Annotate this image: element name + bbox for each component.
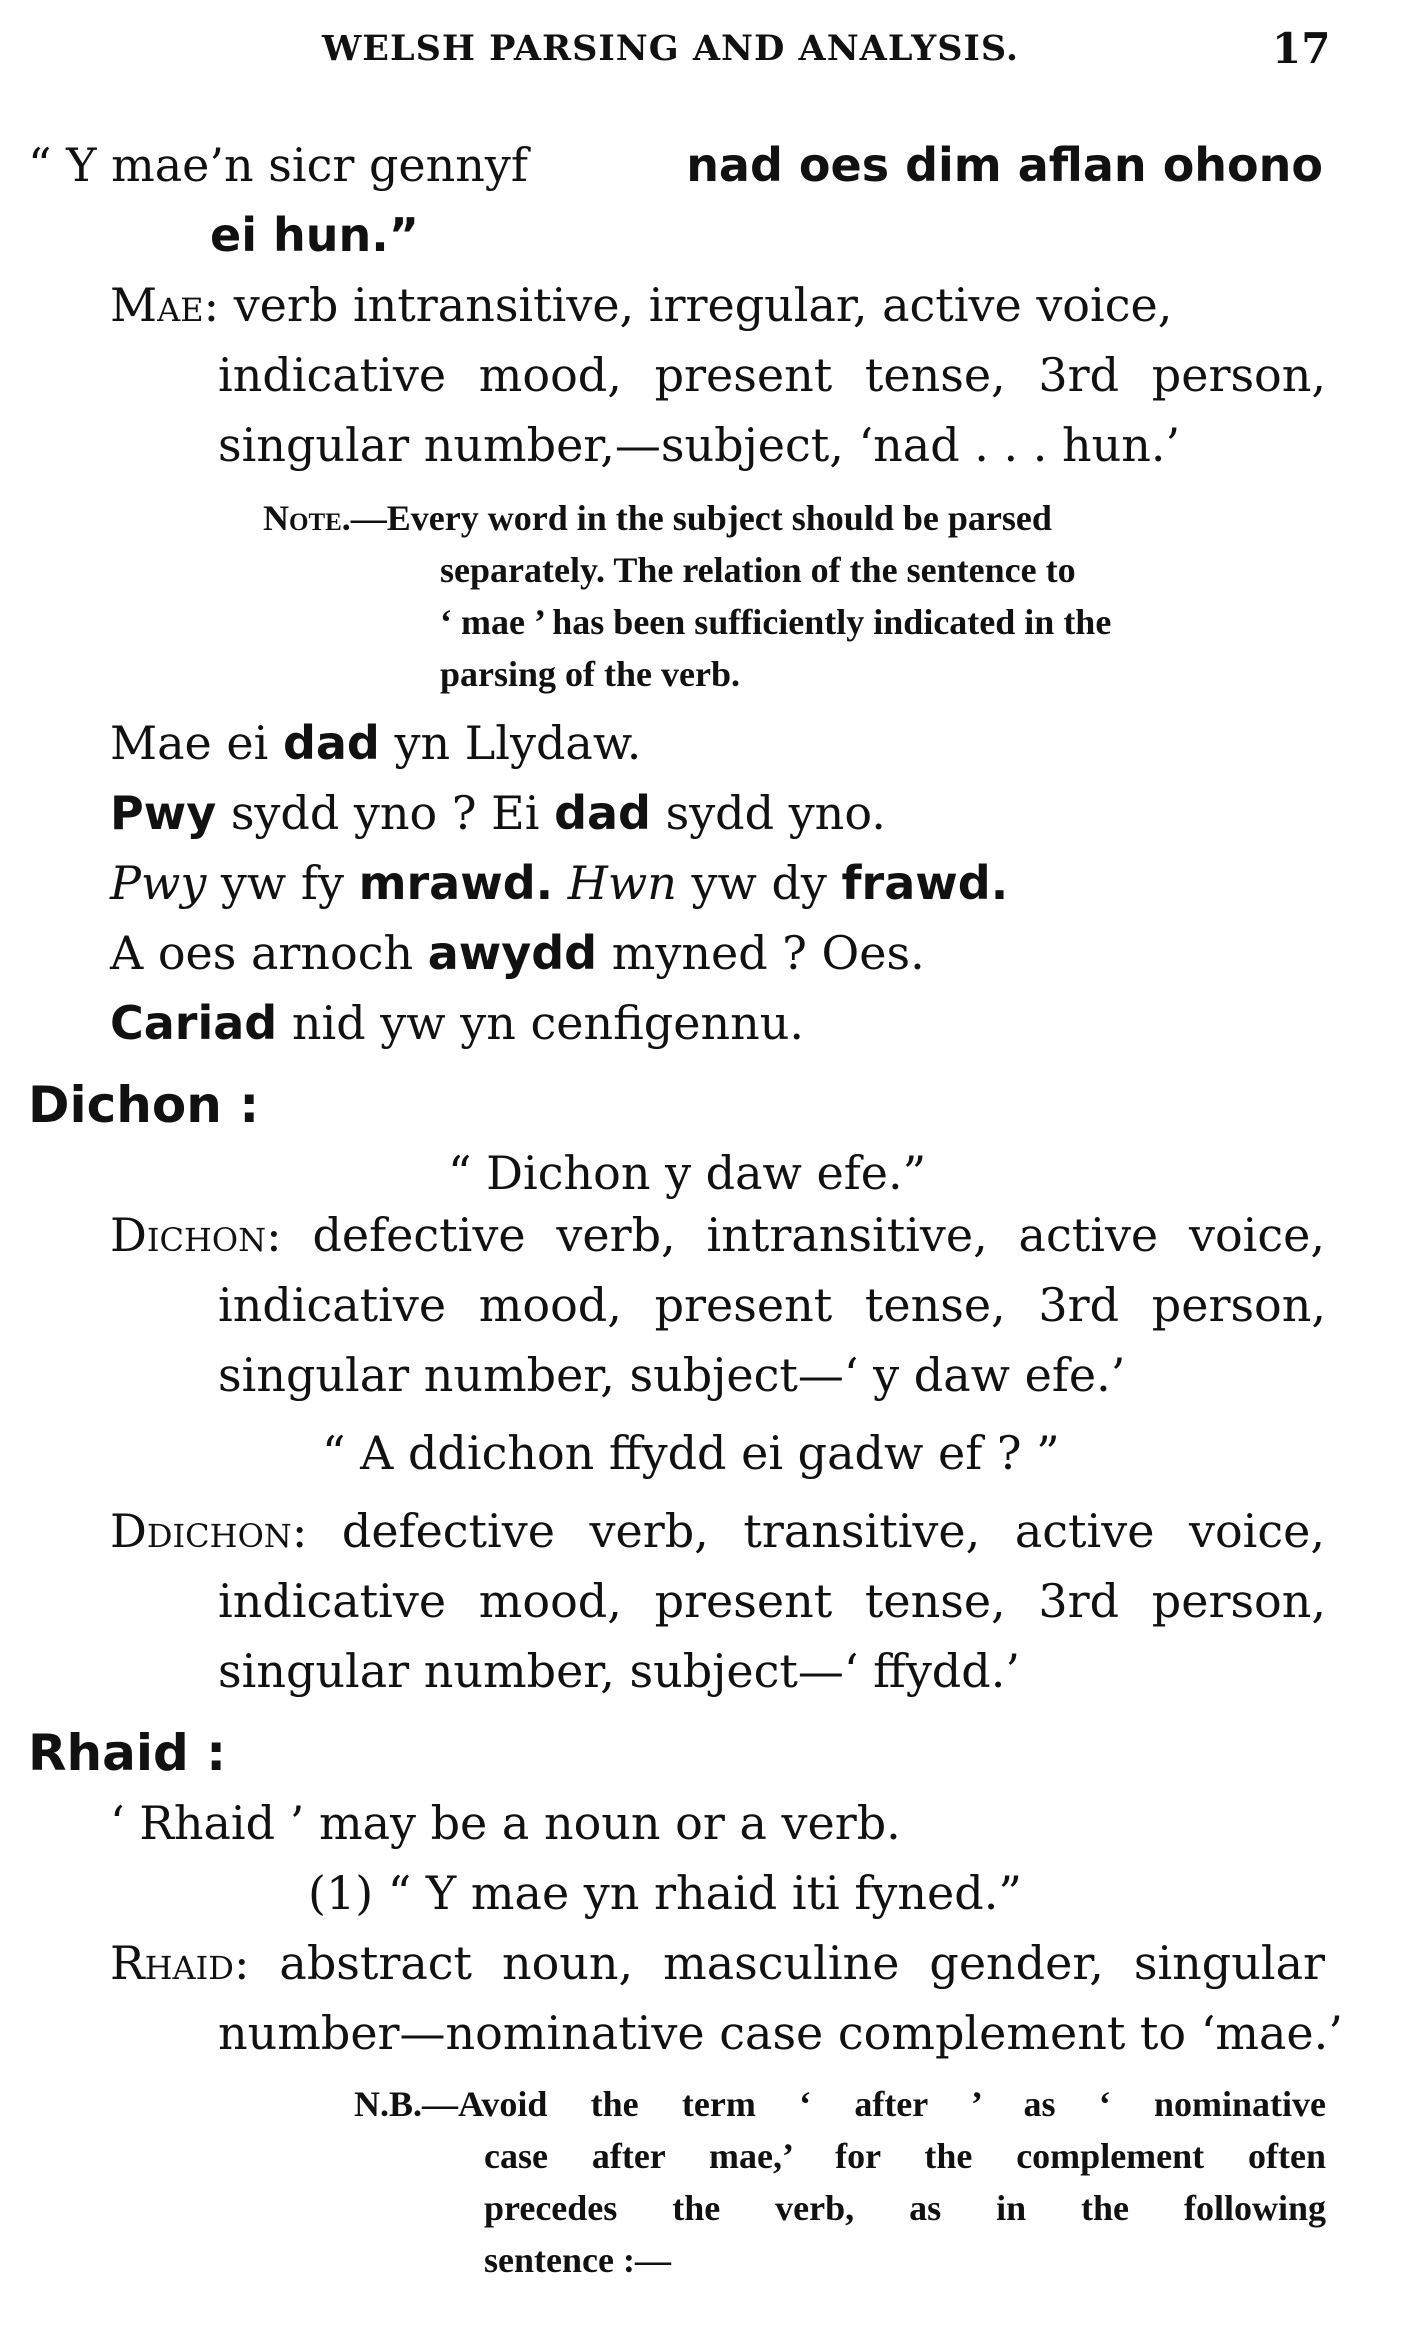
parse-line: singular number, subject—‘ ffydd.’ [218,1644,1020,1698]
note-line: ‘ mae ’ has been sufficiently indicated in the [440,602,1112,642]
nb-line: precedes the verb, as in the following [484,2188,1326,2228]
parse-line: indicative mood, present tense, 3rd person, [218,1574,1326,1628]
parse-head-word: Dichon [110,1208,267,1262]
quote-line: (1) “ Y mae yn rhaid iti fyned.” [308,1866,1022,1920]
parse-line: singular number,—subject, ‘nad . . . hun.’ [218,418,1181,472]
quote-line: “ A ddichon ffydd ei gadw ef ? ” [322,1426,1060,1480]
parse-line: singular number, subject—‘ y daw efe.’ [218,1348,1126,1402]
note-line: separately. The relation of the sentence to [440,550,1076,590]
note-line [263,500,1052,536]
parse-line [110,1936,1325,1990]
parse-head-word: Mae [110,278,204,332]
quote-line-1 [28,138,1323,192]
parse-line: number—nominative case complement to ‘mae.’ [218,2006,1343,2060]
running-header: WELSH PARSING AND ANALYSIS. [322,28,1020,69]
note-line: parsing of the verb. [440,654,740,694]
example-line: Mae ei dad yn Llydaw. [110,716,642,770]
example-line: Cariad nid yw yn cenfigennu. [110,996,804,1050]
parse-head-word: Ddichon [110,1504,292,1558]
section-heading-dichon: Dichon : [28,1076,260,1134]
quote-line-2: ei hun.” [210,208,419,262]
parse-text: : abstract noun, masculine gender, singular [233,1936,1325,1990]
parse-line: indicative mood, present tense, 3rd person, [218,1278,1326,1332]
example-line: Pwy sydd yno ? Ei dad sydd yno. [110,786,886,840]
parse-text: : defective verb, transitive, active voice, [291,1504,1325,1558]
parse-line [110,278,1325,332]
example-line: A oes arnoch awydd myned ? Oes. [110,926,925,980]
note-text: —Every word in the subject should be parsed [350,498,1052,538]
parse-head-word: Rhaid [110,1936,234,1990]
section-heading-rhaid: Rhaid : [28,1724,227,1782]
page-number: 17 [1272,24,1331,73]
parse-text: : verb intransitive, irregular, active voice, [203,278,1173,332]
parse-line [110,1208,1325,1262]
quote-plain: “ Y mae’n sicr gennyf [28,138,528,192]
nb-line: N.B.—Avoid the term ‘ after ’ as ‘ nominative [354,2084,1326,2124]
nb-line: case after mae,’ for the complement often [484,2136,1326,2176]
quote-line: “ Dichon y daw efe.” [448,1146,927,1200]
example-line: Pwy yw fy mrawd. Hwn yw dy frawd. [110,856,1009,910]
quote-bold: nad oes dim aflan ohono [686,138,1323,192]
parse-line [110,1504,1325,1558]
parse-line: indicative mood, present tense, 3rd person, [218,348,1326,402]
note-head: Note. [263,498,351,538]
parse-text: : defective verb, intransitive, active voice, [266,1208,1325,1262]
intro-line: ‘ Rhaid ’ may be a noun or a verb. [110,1796,901,1850]
nb-line: sentence :— [484,2240,671,2280]
